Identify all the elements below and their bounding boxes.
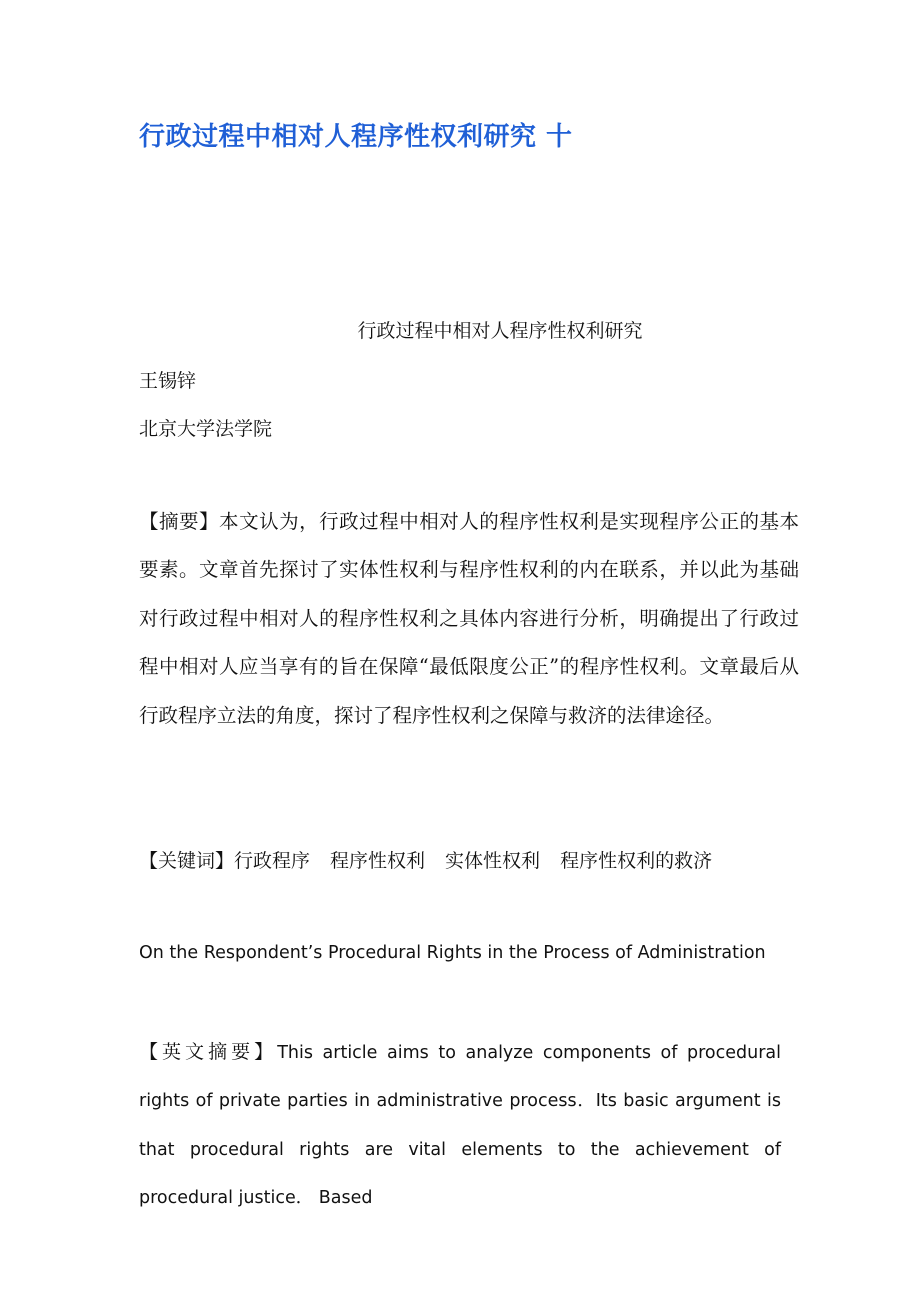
english-title: On the Respondent’s Procedural Rights in the Process of Administration [139,943,766,963]
keyword-item: 程序性权利的救济 [560,850,713,872]
article-title: 行政过程中相对人程序性权利研究 [357,320,643,342]
keyword-item: 程序性权利 [330,850,426,872]
keyword-item: 实体性权利 [445,850,541,872]
english-abstract-label: 【英文摘要】 [139,1041,278,1063]
chinese-abstract: 【摘要】本文认为，行政过程中相对人的程序性权利是实现程序公正的基本要素。文章首先探讨了实体性权利与程序性权利的内在联系，并以此为基础对行政过程中相对人的程序性权利之具体内容进行分析，明确提出了行政过程中相对人应当享有的旨在保障“最低限度公正”的程序性权利。文章最后从行政程序立法的角度，探讨了程序性权利之保障与救济的法律途径。 [139,510,799,727]
english-abstract-text: This article aims to analyze components of procedural rights of private parties in administrative process．Its basic argument is that procedural rights are vital elements to the achievement of procedural justice． Based [139,1043,781,1209]
document-heading: 行政过程中相对人程序性权利研究 十 [139,122,573,152]
keyword-item: 行政程序 [234,850,311,872]
author-name: 王锡锌 [139,370,197,392]
author-affiliation: 北京大学法学院 [139,418,273,440]
keywords-label: 【关键词】 [139,850,235,872]
keywords-line [139,846,712,873]
english-abstract [139,1028,781,1223]
